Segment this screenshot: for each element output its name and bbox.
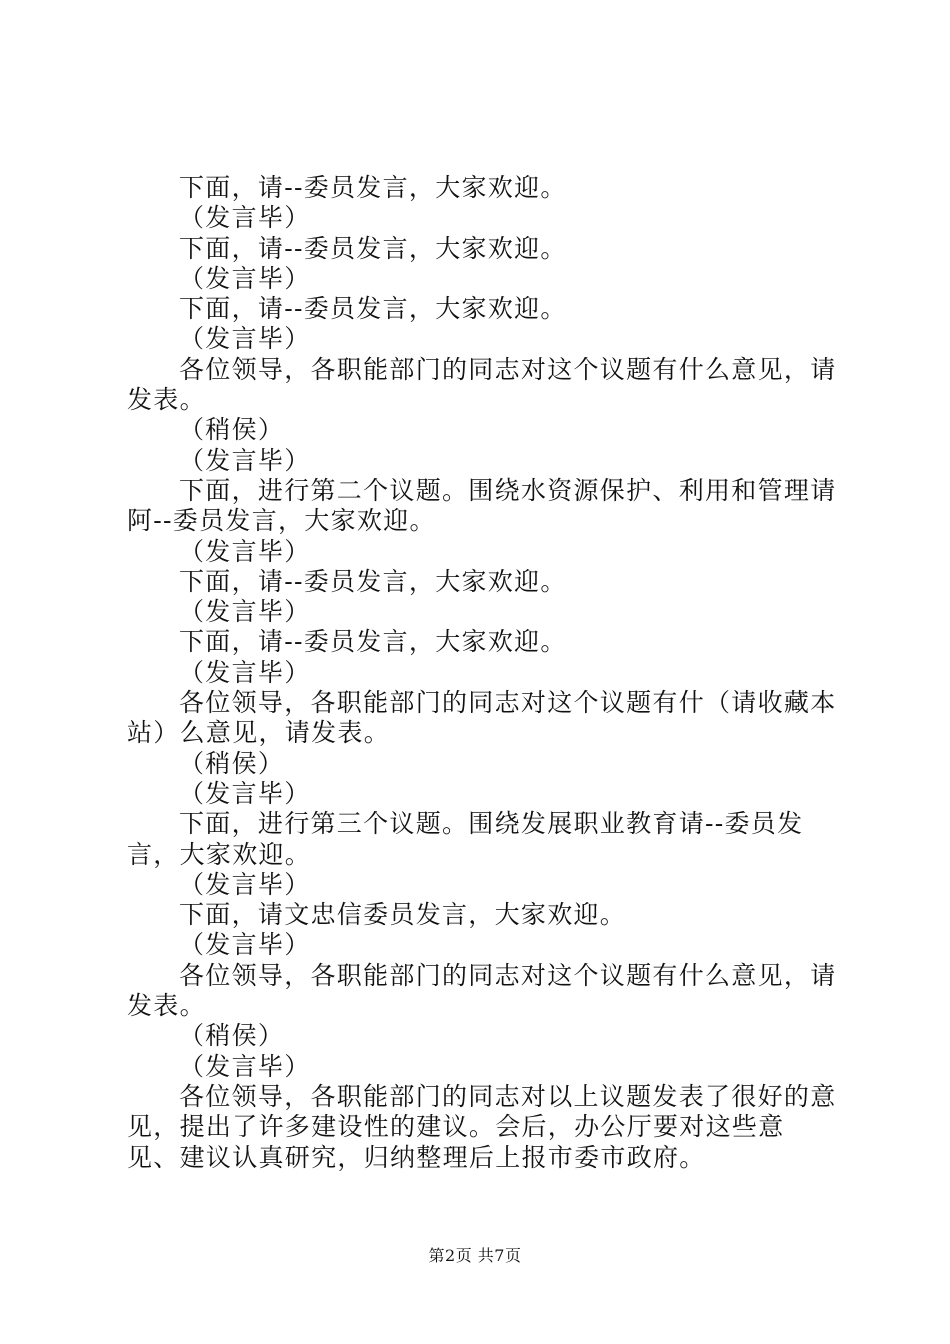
paragraph: 下面，请--委员发言，大家欢迎。	[179, 566, 567, 596]
paragraph: （发言毕）	[179, 445, 311, 475]
paragraph: 下面，请--委员发言，大家欢迎。	[179, 173, 567, 202]
paragraph: 下面，请--委员发言，大家欢迎。	[179, 233, 567, 263]
paragraph: （稍侯）	[179, 748, 285, 778]
paragraph: （发言毕）	[179, 324, 311, 354]
paragraph: 下面，请--委员发言，大家欢迎。	[179, 627, 567, 657]
paragraph: （发言毕）	[179, 536, 311, 566]
paragraph: （稍侯）	[179, 415, 285, 445]
paragraph: （发言毕）	[179, 657, 311, 687]
paragraph: 下面，请--委员发言，大家欢迎。	[179, 294, 567, 324]
page-number-footer: 第2页 共7页	[428, 1246, 522, 1265]
paragraph: （发言毕）	[179, 597, 311, 627]
paragraph: 各位领导，各职能部门的同志对这个议题有什（请收藏本站）么意见，请发表。	[127, 688, 837, 748]
paragraph: （发言毕）	[179, 778, 311, 808]
paragraph: （发言毕）	[179, 263, 311, 293]
paragraph: 下面，进行第三个议题。围绕发展职业教育请--委员发言，大家欢迎。	[127, 809, 804, 869]
paragraph: （发言毕）	[179, 203, 311, 233]
paragraph: 各位领导，各职能部门的同志对这个议题有什么意见，请发表。	[127, 354, 837, 415]
paragraph: （稍侯）	[179, 1021, 285, 1051]
paragraph: 下面，请文忠信委员发言，大家欢迎。	[179, 900, 627, 930]
paragraph: （发言毕）	[179, 1051, 311, 1081]
document-body	[127, 173, 837, 1173]
paragraph: 下面，进行第二个议题。围绕水资源保护、利用和管理请阿--委员发言，大家欢迎。	[127, 475, 837, 536]
paragraph: 各位领导，各职能部门的同志对以上议题发表了很好的意见，提出了许多建设性的建议。会后，办公厅要对这些意见、建议认真研究，归纳整理后上报市委市政府。	[127, 1081, 837, 1172]
paragraph: （发言毕）	[179, 930, 311, 960]
paragraph: 各位领导，各职能部门的同志对这个议题有什么意见，请发表。	[127, 960, 837, 1021]
paragraph: （发言毕）	[179, 869, 311, 899]
